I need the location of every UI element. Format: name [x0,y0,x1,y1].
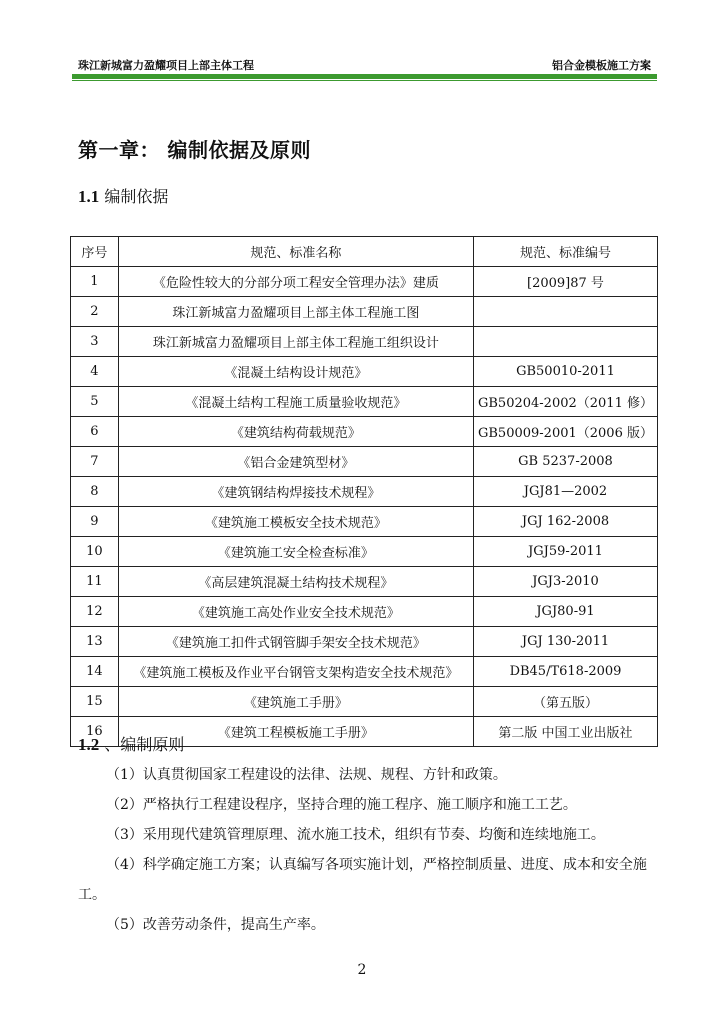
cell-standard-name: 《混凝土结构工程施工质量验收规范》 [118,387,473,417]
cell-standard-code: DB45/T618-2009 [473,657,657,687]
principle-text: （4）科学确定施工方案；认真编写各项实施计划，严格控制质量、进度、成本和安全施工。 [78,857,647,903]
cell-standard-code: GB50204-2002（2011 修） [473,387,657,417]
section-heading-1-2 [78,732,184,755]
table-row [71,657,658,687]
principle-text: （3）采用现代建筑管理原理、流水施工技术，组织有节奏、均衡和连续地施工。 [106,827,605,843]
cell-standard-name: 《建筑工程模板施工手册》 [118,717,473,747]
page-number: 2 [357,962,367,978]
cell-index: 12 [71,597,119,627]
principle-3 [78,820,658,850]
cell-standard-name: 《建筑钢结构焊接技术规程》 [118,477,473,507]
principle-2 [78,790,658,820]
section-number: 1.2 [78,735,100,754]
principle-text: （1）认真贯彻国家工程建设的法律、法规、规程、方针和政策。 [106,767,507,783]
table-row [71,567,658,597]
table-header-row [71,237,658,267]
table-row [71,597,658,627]
principle-text: （5）改善劳动条件，提高生产率。 [106,917,325,933]
table-row [71,507,658,537]
cell-standard-code: [2009]87 号 [473,267,657,297]
header-document-title: 铝合金模板施工方案 [552,59,651,72]
principle-1 [78,760,658,790]
cell-index: 7 [71,447,119,477]
table-row [71,537,658,567]
cell-standard-code: GB50009-2001（2006 版） [473,417,657,447]
table-row [71,477,658,507]
cell-standard-name: 《建筑施工模板安全技术规范》 [118,507,473,537]
cell-standard-name: 珠江新城富力盈耀项目上部主体工程施工图 [118,297,473,327]
cell-standard-name: 《建筑施工扣件式钢管脚手架安全技术规范》 [118,627,473,657]
table-row [71,387,658,417]
section-title: 、编制原则 [104,735,185,754]
cell-index: 10 [71,537,119,567]
table-row [71,297,658,327]
column-header-name: 规范、标准名称 [118,237,473,267]
table-row [71,327,658,357]
cell-standard-name: 《建筑施工安全检查标准》 [118,537,473,567]
cell-standard-code: JGJ 162-2008 [473,507,657,537]
cell-standard-code: 第二版 中国工业出版社 [473,717,657,747]
cell-standard-code: （第五版） [473,687,657,717]
section-title: 编制依据 [104,187,169,206]
principle-5 [78,910,658,940]
cell-standard-code [473,327,657,357]
standards-table [70,236,658,747]
principle-4 [78,850,658,910]
cell-index: 11 [71,567,119,597]
cell-standard-name: 《混凝土结构设计规范》 [118,357,473,387]
cell-standard-name: 《建筑施工手册》 [118,687,473,717]
cell-standard-name: 《铝合金建筑型材》 [118,447,473,477]
table-row [71,417,658,447]
cell-index: 16 [71,717,119,747]
cell-index: 9 [71,507,119,537]
header-project-name: 珠江新城富力盈耀项目上部主体工程 [78,59,254,72]
cell-standard-code: JGJ59-2011 [473,537,657,567]
cell-index: 6 [71,417,119,447]
column-header-code: 规范、标准编号 [473,237,657,267]
cell-index: 3 [71,327,119,357]
cell-standard-name: 《危险性较大的分部分项工程安全管理办法》建质 [118,267,473,297]
principle-text: （2）严格执行工程建设程序，坚持合理的施工程序、施工顺序和施工工艺。 [106,797,577,813]
cell-standard-code: JGJ 130-2011 [473,627,657,657]
cell-standard-code: JGJ3-2010 [473,567,657,597]
cell-index: 2 [71,297,119,327]
cell-index: 5 [71,387,119,417]
cell-standard-name: 《建筑施工模板及作业平台钢管支架构造安全技术规范》 [118,657,473,687]
table-row [71,357,658,387]
cell-standard-code [473,297,657,327]
table-row [71,687,658,717]
cell-index: 8 [71,477,119,507]
chapter-title: 第一章： 编制依据及原则 [78,138,311,162]
section-heading-1-1 [78,184,168,207]
cell-standard-name: 珠江新城富力盈耀项目上部主体工程施工组织设计 [118,327,473,357]
cell-standard-name: 《建筑施工高处作业安全技术规范》 [118,597,473,627]
cell-index: 4 [71,357,119,387]
header-rule-thin [72,80,657,81]
cell-standard-code: JGJ81—2002 [473,477,657,507]
cell-standard-name: 《建筑结构荷载规范》 [118,417,473,447]
table-row [71,447,658,477]
cell-standard-code: GB50010-2011 [473,357,657,387]
section-number: 1.1 [78,187,100,206]
table-row [71,267,658,297]
table-row [71,627,658,657]
cell-index: 1 [71,267,119,297]
cell-standard-code: GB 5237-2008 [473,447,657,477]
header-rule [72,74,657,79]
cell-standard-name: 《高层建筑混凝土结构技术规程》 [118,567,473,597]
column-header-index: 序号 [71,237,119,267]
cell-index: 13 [71,627,119,657]
cell-index: 15 [71,687,119,717]
cell-index: 14 [71,657,119,687]
cell-standard-code: JGJ80-91 [473,597,657,627]
page-header [72,55,657,73]
